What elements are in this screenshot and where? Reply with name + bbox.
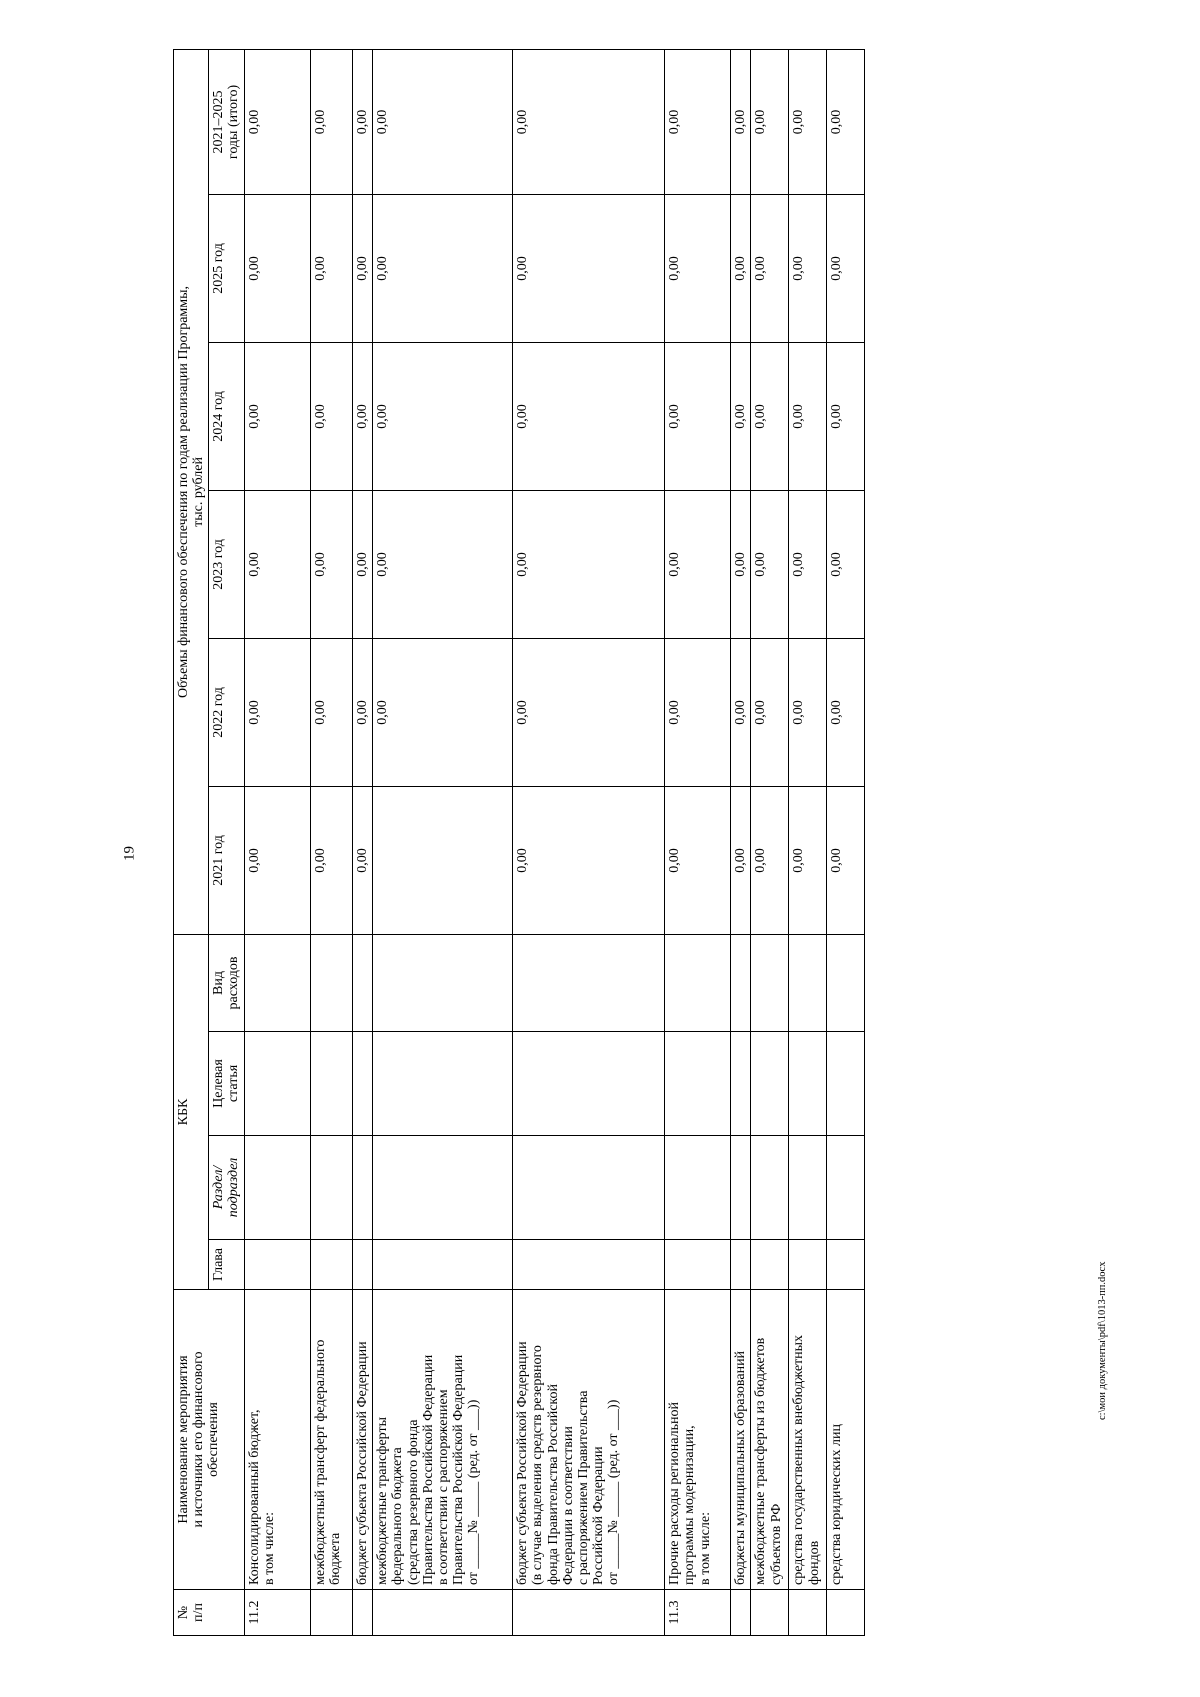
row-value-2025: 0,00 [245, 194, 311, 342]
row-value-2025: 0,00 [373, 194, 513, 342]
row-kbk-razdel [789, 1136, 827, 1240]
header-kbk-vid: Вид расходов [209, 934, 245, 1031]
table-header [174, 49, 245, 1635]
table-row [731, 49, 751, 1635]
row-kbk-razdel [827, 1136, 865, 1240]
row-value-2025: 0,00 [665, 194, 731, 342]
row-value-2024: 0,00 [789, 342, 827, 490]
header-year-2024: 2024 год [209, 342, 245, 490]
row-value-2024: 0,00 [353, 342, 373, 490]
row-value-2022: 0,00 [311, 638, 353, 786]
footer-file-path-text: c:\мои документы\pdf\1013-пп.docx [1097, 1261, 1108, 1420]
row-name: средства юридических лиц [827, 1290, 865, 1590]
row-value-2023: 0,00 [353, 490, 373, 638]
row-value-2021: 0,00 [665, 786, 731, 934]
row-value-2023: 0,00 [827, 490, 865, 638]
row-number [731, 1590, 751, 1636]
row-kbk-statya [827, 1032, 865, 1136]
row-value-2021: 0,00 [751, 786, 789, 934]
row-name: межбюджетные трансферты из бюджетов субъектов РФ [751, 1290, 789, 1590]
table-row [665, 49, 731, 1635]
row-value-2025: 0,00 [513, 194, 665, 342]
header-kbk: КБК [174, 934, 209, 1289]
table-row [311, 49, 353, 1635]
row-value-2022: 0,00 [827, 638, 865, 786]
row-value-2022: 0,00 [353, 638, 373, 786]
row-value-2025: 0,00 [827, 194, 865, 342]
row-kbk-vid [373, 934, 513, 1031]
row-kbk-glava [731, 1240, 751, 1290]
header-name: Наименование мероприятия и источники его финансового обеспечения [174, 1290, 245, 1590]
row-name: Консолидированный бюджет, в том числе: [245, 1290, 311, 1590]
row-kbk-glava [665, 1240, 731, 1290]
row-kbk-razdel [731, 1136, 751, 1240]
row-kbk-glava [353, 1240, 373, 1290]
row-kbk-vid [731, 934, 751, 1031]
row-kbk-glava [789, 1240, 827, 1290]
row-name: Прочие расходы региональной программы модернизации, в том числе: [665, 1290, 731, 1590]
row-name: бюджеты муниципальных образований [731, 1290, 751, 1590]
row-kbk-razdel [245, 1136, 311, 1240]
row-number [751, 1590, 789, 1636]
header-kbk-glava: Глава [209, 1240, 245, 1290]
row-value-2023: 0,00 [311, 490, 353, 638]
row-value-2021: 0,00 [245, 786, 311, 934]
row-name: средства государственных внебюджетных фондов [789, 1290, 827, 1590]
row-name: бюджет субъекта Российской Федерации [353, 1290, 373, 1590]
page-number: 19 [121, 846, 138, 861]
row-value-total: 0,00 [789, 49, 827, 194]
row-name: бюджет субъекта Российской Федерации (в случае выделения средств резервного фонда Правительства Российской Федерации в соответствии с распоряжением Правительства Российской Федерации от _____№ _____ (ред. от ___)) [513, 1290, 665, 1590]
row-name: межбюджетные трансферты федерального бюджета (средства резервного фонда Правительства Российской Федерации в соответствии с распоряжением Правительства Российской Федерации от _____№ _____ (ред. от ___)) [373, 1290, 513, 1590]
header-num: № п/п [174, 1590, 245, 1636]
row-value-2022: 0,00 [731, 638, 751, 786]
row-value-2022: 0,00 [513, 638, 665, 786]
row-value-2021: 0,00 [827, 786, 865, 934]
row-value-total: 0,00 [373, 49, 513, 194]
row-number [789, 1590, 827, 1636]
row-value-2022: 0,00 [665, 638, 731, 786]
row-number [827, 1590, 865, 1636]
row-kbk-statya [373, 1032, 513, 1136]
row-value-total: 0,00 [665, 49, 731, 194]
row-kbk-razdel [373, 1136, 513, 1240]
rotated-table-container [173, 50, 1023, 1636]
table-body [245, 49, 865, 1635]
row-number [373, 1590, 513, 1636]
header-kbk-razdel: Раздел/ подраздел [209, 1136, 245, 1240]
row-value-2021: 0,00 [731, 786, 751, 934]
row-value-2021: 0,00 [311, 786, 353, 934]
row-value-2022: 0,00 [789, 638, 827, 786]
row-value-2025: 0,00 [311, 194, 353, 342]
table-row [353, 49, 373, 1635]
row-kbk-glava [827, 1240, 865, 1290]
header-kbk-statya: Целевая статья [209, 1032, 245, 1136]
row-value-total: 0,00 [827, 49, 865, 194]
row-kbk-statya [731, 1032, 751, 1136]
row-number [311, 1590, 353, 1636]
row-value-2022: 0,00 [751, 638, 789, 786]
table-row [827, 49, 865, 1635]
row-value-2023: 0,00 [665, 490, 731, 638]
row-value-total: 0,00 [751, 49, 789, 194]
row-value-2021: 0,00 [353, 786, 373, 934]
row-kbk-razdel [665, 1136, 731, 1240]
row-value-2023: 0,00 [789, 490, 827, 638]
row-value-2024: 0,00 [751, 342, 789, 490]
row-value-2023: 0,00 [373, 490, 513, 638]
row-kbk-statya [751, 1032, 789, 1136]
row-kbk-vid [513, 934, 665, 1031]
row-kbk-statya [665, 1032, 731, 1136]
row-kbk-vid [789, 934, 827, 1031]
row-value-2023: 0,00 [513, 490, 665, 638]
row-kbk-glava [751, 1240, 789, 1290]
row-value-2024: 0,00 [731, 342, 751, 490]
row-value-2022: 0,00 [245, 638, 311, 786]
table-row [373, 49, 513, 1635]
row-value-2025: 0,00 [751, 194, 789, 342]
row-value-2024: 0,00 [827, 342, 865, 490]
budget-table [173, 49, 865, 1636]
row-value-2024: 0,00 [513, 342, 665, 490]
row-kbk-statya [245, 1032, 311, 1136]
row-kbk-razdel [353, 1136, 373, 1240]
row-value-2024: 0,00 [665, 342, 731, 490]
row-value-2024: 0,00 [245, 342, 311, 490]
row-number [353, 1590, 373, 1636]
row-kbk-razdel [311, 1136, 353, 1240]
row-kbk-glava [373, 1240, 513, 1290]
row-name: межбюджетный трансферт федерального бюджета [311, 1290, 353, 1590]
header-funding: Объемы финансового обеспечения по годам реализации Программы, тыс. рублей [174, 49, 209, 934]
row-kbk-razdel [751, 1136, 789, 1240]
row-kbk-vid [751, 934, 789, 1031]
row-kbk-razdel [513, 1136, 665, 1240]
footer-file-path [1097, 1261, 1121, 1440]
row-kbk-vid [353, 934, 373, 1031]
row-value-2021: 0,00 [513, 786, 665, 934]
row-value-2025: 0,00 [731, 194, 751, 342]
row-value-2023: 0,00 [245, 490, 311, 638]
header-year-2025: 2025 год [209, 194, 245, 342]
row-kbk-vid [311, 934, 353, 1031]
row-value-total: 0,00 [245, 49, 311, 194]
row-kbk-vid [665, 934, 731, 1031]
row-kbk-statya [353, 1032, 373, 1136]
row-number: 11.2 [245, 1590, 311, 1636]
row-value-2021: 0,00 [789, 786, 827, 934]
header-year-2023: 2023 год [209, 490, 245, 638]
row-kbk-vid [245, 934, 311, 1031]
header-year-total: 2021–2025 годы (итого) [209, 49, 245, 194]
row-value-2025: 0,00 [353, 194, 373, 342]
row-value-2024: 0,00 [373, 342, 513, 490]
row-kbk-statya [513, 1032, 665, 1136]
row-kbk-glava [311, 1240, 353, 1290]
row-value-2023: 0,00 [731, 490, 751, 638]
row-value-total: 0,00 [731, 49, 751, 194]
row-kbk-vid [827, 934, 865, 1031]
header-year-2022: 2022 год [209, 638, 245, 786]
row-kbk-glava [513, 1240, 665, 1290]
row-value-2023: 0,00 [751, 490, 789, 638]
row-value-2021 [373, 786, 513, 934]
row-kbk-glava [245, 1240, 311, 1290]
header-year-2021: 2021 год [209, 786, 245, 934]
table-row [789, 49, 827, 1635]
row-value-total: 0,00 [513, 49, 665, 194]
row-kbk-statya [311, 1032, 353, 1136]
row-value-total: 0,00 [311, 49, 353, 194]
row-value-2025: 0,00 [789, 194, 827, 342]
row-number: 11.3 [665, 1590, 731, 1636]
row-value-2024: 0,00 [311, 342, 353, 490]
row-number [513, 1590, 665, 1636]
table-row [751, 49, 789, 1635]
row-kbk-statya [789, 1032, 827, 1136]
row-value-total: 0,00 [353, 49, 373, 194]
table-row [513, 49, 665, 1635]
table-row [245, 49, 311, 1635]
row-value-2022: 0,00 [373, 638, 513, 786]
